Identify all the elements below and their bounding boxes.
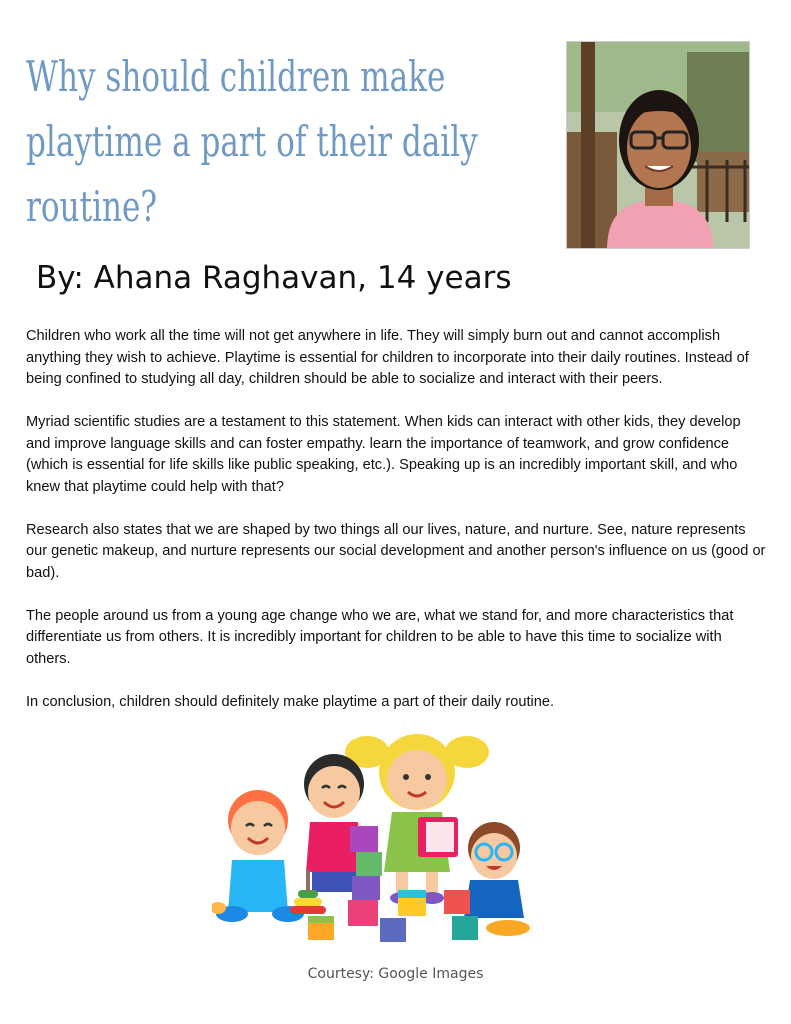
article-title: Why should children make playtime a part of their daily routine? — [26, 52, 478, 231]
article-byline: By: Ahana Raghavan, 14 years — [36, 260, 512, 296]
article-body — [26, 326, 766, 735]
children-playing-illustration — [212, 722, 532, 947]
article-paragraph: In conclusion, children should definitely make playtime a part of their daily routine. — [26, 693, 555, 710]
article-paragraph: Children who work all the time will not get anywhere in life. They will simply burn out and cannot accomplish anything they wish to achieve. Playtime is essential for children to incorporate into their daily routines. Instead of being confined to studying all day, children should be able to socialize and interact with their peers. — [26, 328, 749, 387]
author-photo — [566, 41, 750, 249]
article-paragraph: Research also states that we are shaped by two things all our lives, nature, and nurture. See, nature represents our genetic makeup, and nurture represents our social development and another person's influence on us (good or bad). — [26, 521, 766, 581]
image-caption: Courtesy: Google Images — [307, 966, 484, 982]
article-paragraph: The people around us from a young age change who we are, what we stand for, and more characteristics that differentiate us from others. It is incredibly important for children to be able to have this time to socialize with others. — [26, 607, 734, 667]
article-paragraph: Myriad scientific studies are a testament to this statement. When kids can interact with other kids, they develop and improve language skills and can foster empathy. learn the importance of teamwork, and grow confidence (which is essential for life skills like public speaking, etc.). Speaking up is an incredibly important skill, and who knew that playtime could help with that? — [26, 414, 741, 495]
